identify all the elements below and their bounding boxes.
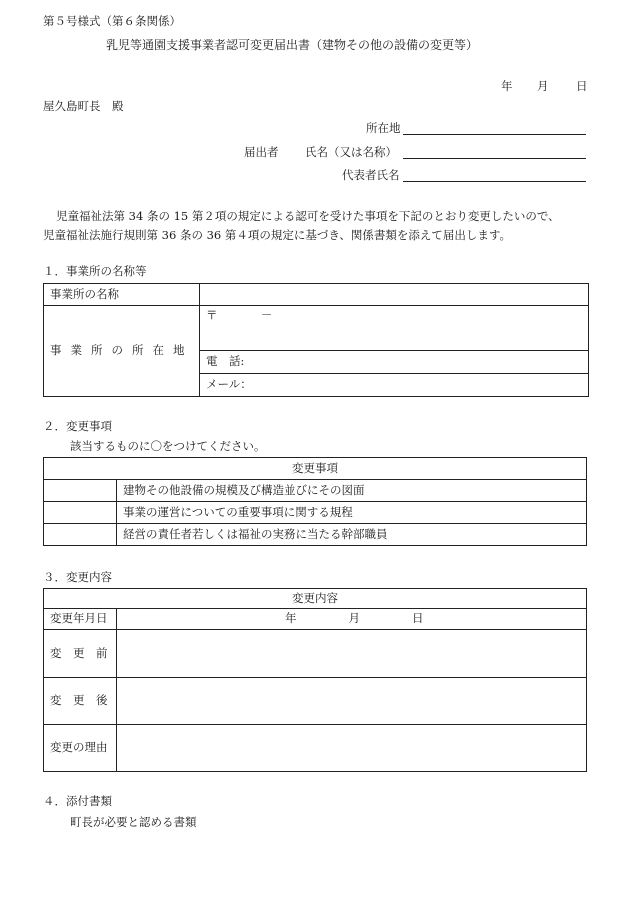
address-label: 所在地 <box>366 121 401 135</box>
section-4-heading: ４．添付書類 <box>43 794 112 808</box>
change-item-1-mark-cell[interactable] <box>44 480 117 502</box>
change-reason-label: 変更の理由 <box>44 725 117 772</box>
section-1-heading: １．事業所の名称等 <box>43 264 147 278</box>
section-2-heading: ２．変更事項 <box>43 419 112 433</box>
change-items-header: 変更事項 <box>44 458 587 480</box>
date-year-label: 年 <box>501 79 513 93</box>
email-field[interactable] <box>200 374 589 397</box>
facility-name-label: 事業所の名称 <box>44 284 200 306</box>
name-field[interactable] <box>403 146 586 159</box>
representative-field[interactable] <box>403 169 586 182</box>
change-date-day: 日 <box>412 611 424 626</box>
section-2-instruction: 該当するものに〇をつけてください。 <box>70 439 266 453</box>
address-field[interactable] <box>403 122 586 135</box>
postal-mark: 〒 <box>206 308 218 322</box>
change-item-2-mark-cell[interactable] <box>44 502 117 524</box>
before-change-label: 変 更 前 <box>44 630 117 678</box>
change-item-3-label: 経営の責任者若しくは福祉の実務に当たる幹部職員 <box>117 524 587 546</box>
phone-label: 電 話: <box>206 354 245 369</box>
name-label: 氏名（又は名称） <box>305 145 397 159</box>
body-text-line-2: 児童福祉法施行規則第 36 条の 36 第４項の規定に基づき、関係書類を添えて届出します。 <box>43 228 512 242</box>
facility-location-label <box>44 306 200 397</box>
body-text-line-1: 児童福祉法第 34 条の 15 第２項の規定による認可を受けた事項を下記のとおり変更したいので、 <box>56 209 560 223</box>
applicant-label: 届出者 <box>244 145 279 159</box>
change-item-3-mark-cell[interactable] <box>44 524 117 546</box>
before-change-field[interactable] <box>117 630 587 678</box>
after-change-label: 変 更 後 <box>44 678 117 725</box>
change-item-2-label: 事業の運営についての重要事項に関する規程 <box>117 502 587 524</box>
email-label: メール： <box>206 377 252 392</box>
change-date-field[interactable] <box>117 609 587 630</box>
change-date-label: 変更年月日 <box>44 609 117 630</box>
representative-label: 代表者氏名 <box>342 168 400 182</box>
facility-location-label-text: 事業所の所在地 <box>50 343 194 358</box>
document-title: 乳児等通園支援事業者認可変更届出書（建物その他の設備の変更等） <box>106 38 479 52</box>
change-reason-field[interactable] <box>117 725 587 772</box>
postal-field[interactable] <box>200 306 589 351</box>
facility-name-field[interactable] <box>200 284 589 306</box>
date-day-label: 日 <box>576 79 588 93</box>
facility-info-table <box>43 283 589 397</box>
change-items-table <box>43 457 587 546</box>
change-item-1-label: 建物その他設備の規模及び構造並びにその図面 <box>117 480 587 502</box>
attachment-text: 町長が必要と認める書類 <box>70 815 197 829</box>
postal-dash: － <box>260 308 273 322</box>
change-date-year: 年 <box>285 611 297 626</box>
phone-field[interactable] <box>200 351 589 374</box>
date-month-label: 月 <box>537 79 549 93</box>
change-details-table <box>43 588 587 772</box>
change-date-month: 月 <box>348 611 360 626</box>
after-change-field[interactable] <box>117 678 587 725</box>
section-3-heading: ３．変更内容 <box>43 570 112 584</box>
form-number: 第５号様式（第６条関係） <box>43 14 181 28</box>
change-details-header: 変更内容 <box>44 589 587 609</box>
addressee: 屋久島町長 殿 <box>43 99 124 113</box>
